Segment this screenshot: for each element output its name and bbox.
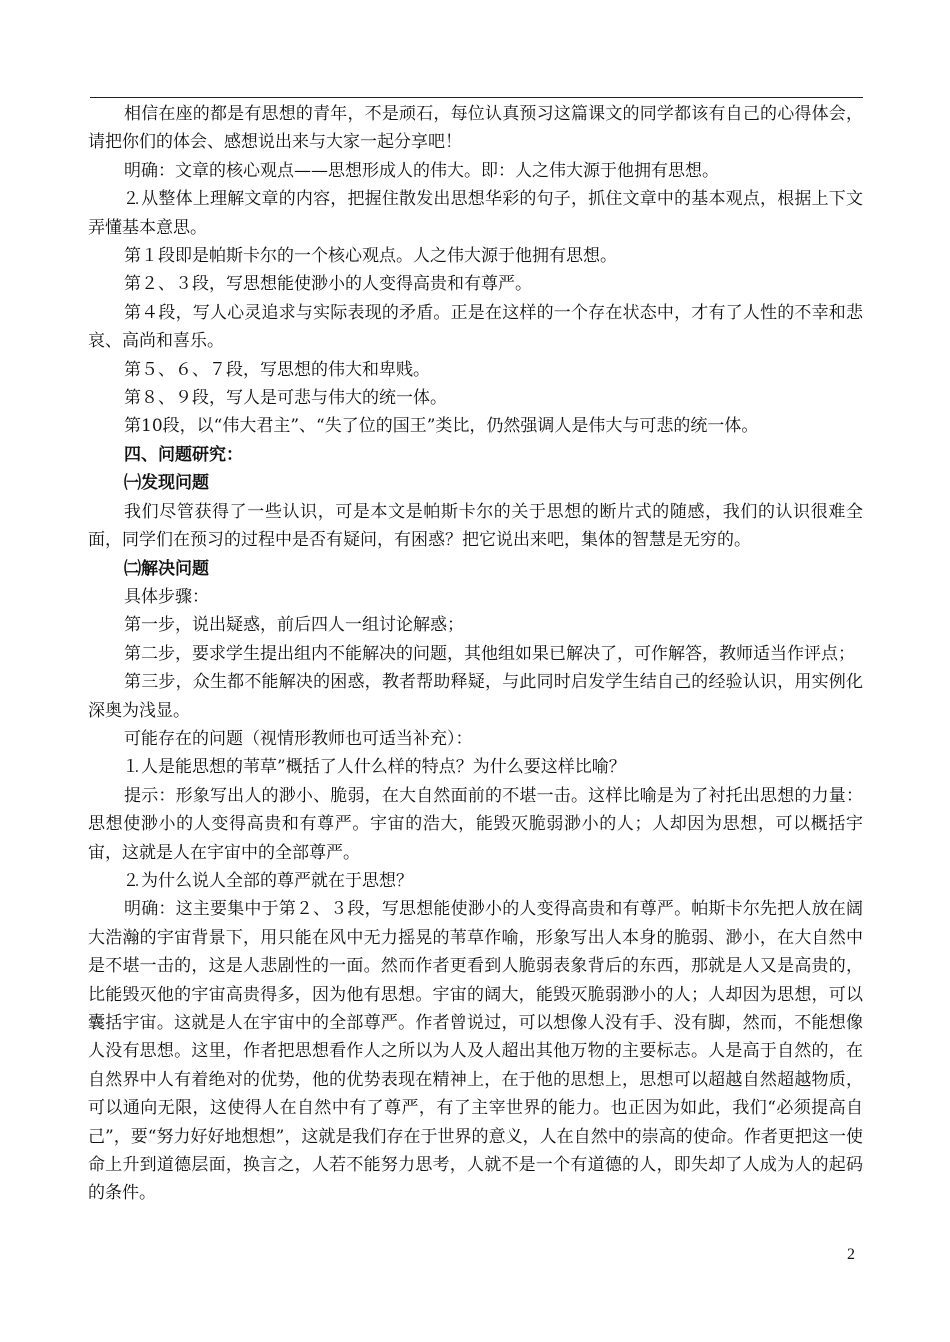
heading-problem-research: 四、问题研究： xyxy=(124,444,243,465)
question-2: ⒉为什么说人全部的尊严就在于思想？ xyxy=(124,870,413,891)
answer-2: 明确：这主要集中于第２、３段，写思想能使渺小的人变得高贵和有尊严。帕斯卡尔先把人放在阔大浩瀚的宇宙背景下，用只能在风中无力摇晃的苇草作喻，形象写出人本身的脆弱、渺小，在大自然中是不堪一击的，这是人悲剧性的一面。然而作者更看到人脆弱表象背后的东西，那就是人又是高贵的，比能毁灭他的宇宙高贵得多，因为他有思想。宇宙的阔大，能毁灭脆弱渺小的人；人却因为思想，可以囊括宇宙。这就是人在宇宙中的全部尊严。作者曾说过，可以想像人没有手、没有脚，然而，不能想像人没有思想。这里，作者把思想看作人之所以为人及人超出其他万物的主要标志。人是高于自然的，在自然界中人有着绝对的优势，他的优势表现在精神上，在于他的思想上，思想可以超越自然超越物质，可以通向无限，这使得人在自然中有了尊严，有了主宰世界的能力。也正因为如此，我们“必须提高自己”，要“努力好好地想想”，这就是我们存在于世界的意义，人在自然中的崇高的使命。作者更把这一使命上升到道德层面，换言之，人若不能努力思考，人就不是一个有道德的人，即失却了人成为人的起码的条件。 xyxy=(88,899,863,1204)
paragraph-section-5-7: 第５、６、７段，写思想的伟大和卑贱。 xyxy=(124,359,430,380)
paragraph-section-8-9: 第８、９段，写人是可悲与伟大的统一体。 xyxy=(124,388,447,409)
paragraph-step-two: 第二步，要求学生提出组内不能解决的问题，其他组如果已解决了，可作解答，教师适当作评点； xyxy=(124,643,855,664)
question-1: ⒈人是能思想的苇草”概括了人什么样的特点？为什么要这样比喻？ xyxy=(124,757,626,778)
paragraph-steps-label: 具体步骤： xyxy=(124,586,209,607)
paragraph-intro: 相信在座的都是有思想的青年，不是顽石，每位认真预习这篇课文的同学都该有自己的心得体会，请把你们的体会、感想说出来与大家一起分享吧！ xyxy=(88,104,863,153)
paragraph-step-three: 第三步，众生都不能解决的困惑，教者帮助释疑，与此同时启发学生结自己的经验认识，用实例化深奥为浅显。 xyxy=(88,672,863,721)
paragraph-core-view: 明确：文章的核心观点——思想形成人的伟大。即：人之伟大源于他拥有思想。 xyxy=(124,160,719,181)
paragraph-section-10: 第10段，以“伟大君主”、“失了位的国王”类比，仍然强调人是伟大与可悲的统一体。 xyxy=(124,416,759,437)
header-rule xyxy=(90,97,863,98)
answer-1: 提示：形象写出人的渺小、脆弱，在大自然面前的不堪一击。这样比喻是为了衬托出思想的力量：思想使渺小的人变得高贵和有尊严。宇宙的浩大，能毁灭脆弱渺小的人；人却因为思想，可以概括宇宙，这就是人在宇宙中的全部尊严。 xyxy=(88,785,863,863)
paragraph-step-2: ⒉从整体上理解文章的内容，把握住散发出思想华彩的句子，抓住文章中的基本观点，根据上下文弄懂基本意思。 xyxy=(88,189,863,238)
paragraph-section-1: 第１段即是帕斯卡尔的一个核心观点。人之伟大源于他拥有思想。 xyxy=(124,246,617,267)
page-number: 2 xyxy=(847,1246,855,1263)
paragraph-section-4: 第４段，写人心灵追求与实际表现的矛盾。正是在这样的一个存在状态中，才有了人性的不幸和悲哀、高尚和喜乐。 xyxy=(88,302,863,352)
paragraph-possible-questions: 可能存在的问题（视情形教师也可适当补充）： xyxy=(124,728,473,749)
heading-solve-problems: ㈡解决问题 xyxy=(124,558,209,579)
document-body xyxy=(88,100,863,1208)
paragraph-step-one: 第一步，说出疑惑，前后四人一组讨论解惑； xyxy=(124,615,464,636)
paragraph-section-2-3: 第２、３段，写思想能使渺小的人变得高贵和有尊严。 xyxy=(124,274,532,295)
paragraph-find-problems: 我们尽管获得了一些认识，可是本文是帕斯卡尔的关于思想的断片式的随感，我们的认识很难全面，同学们在预习的过程中是否有疑问，有困惑？把它说出来吧，集体的智慧是无穷的。 xyxy=(88,501,863,551)
heading-find-problems: ㈠发现问题 xyxy=(124,473,209,494)
